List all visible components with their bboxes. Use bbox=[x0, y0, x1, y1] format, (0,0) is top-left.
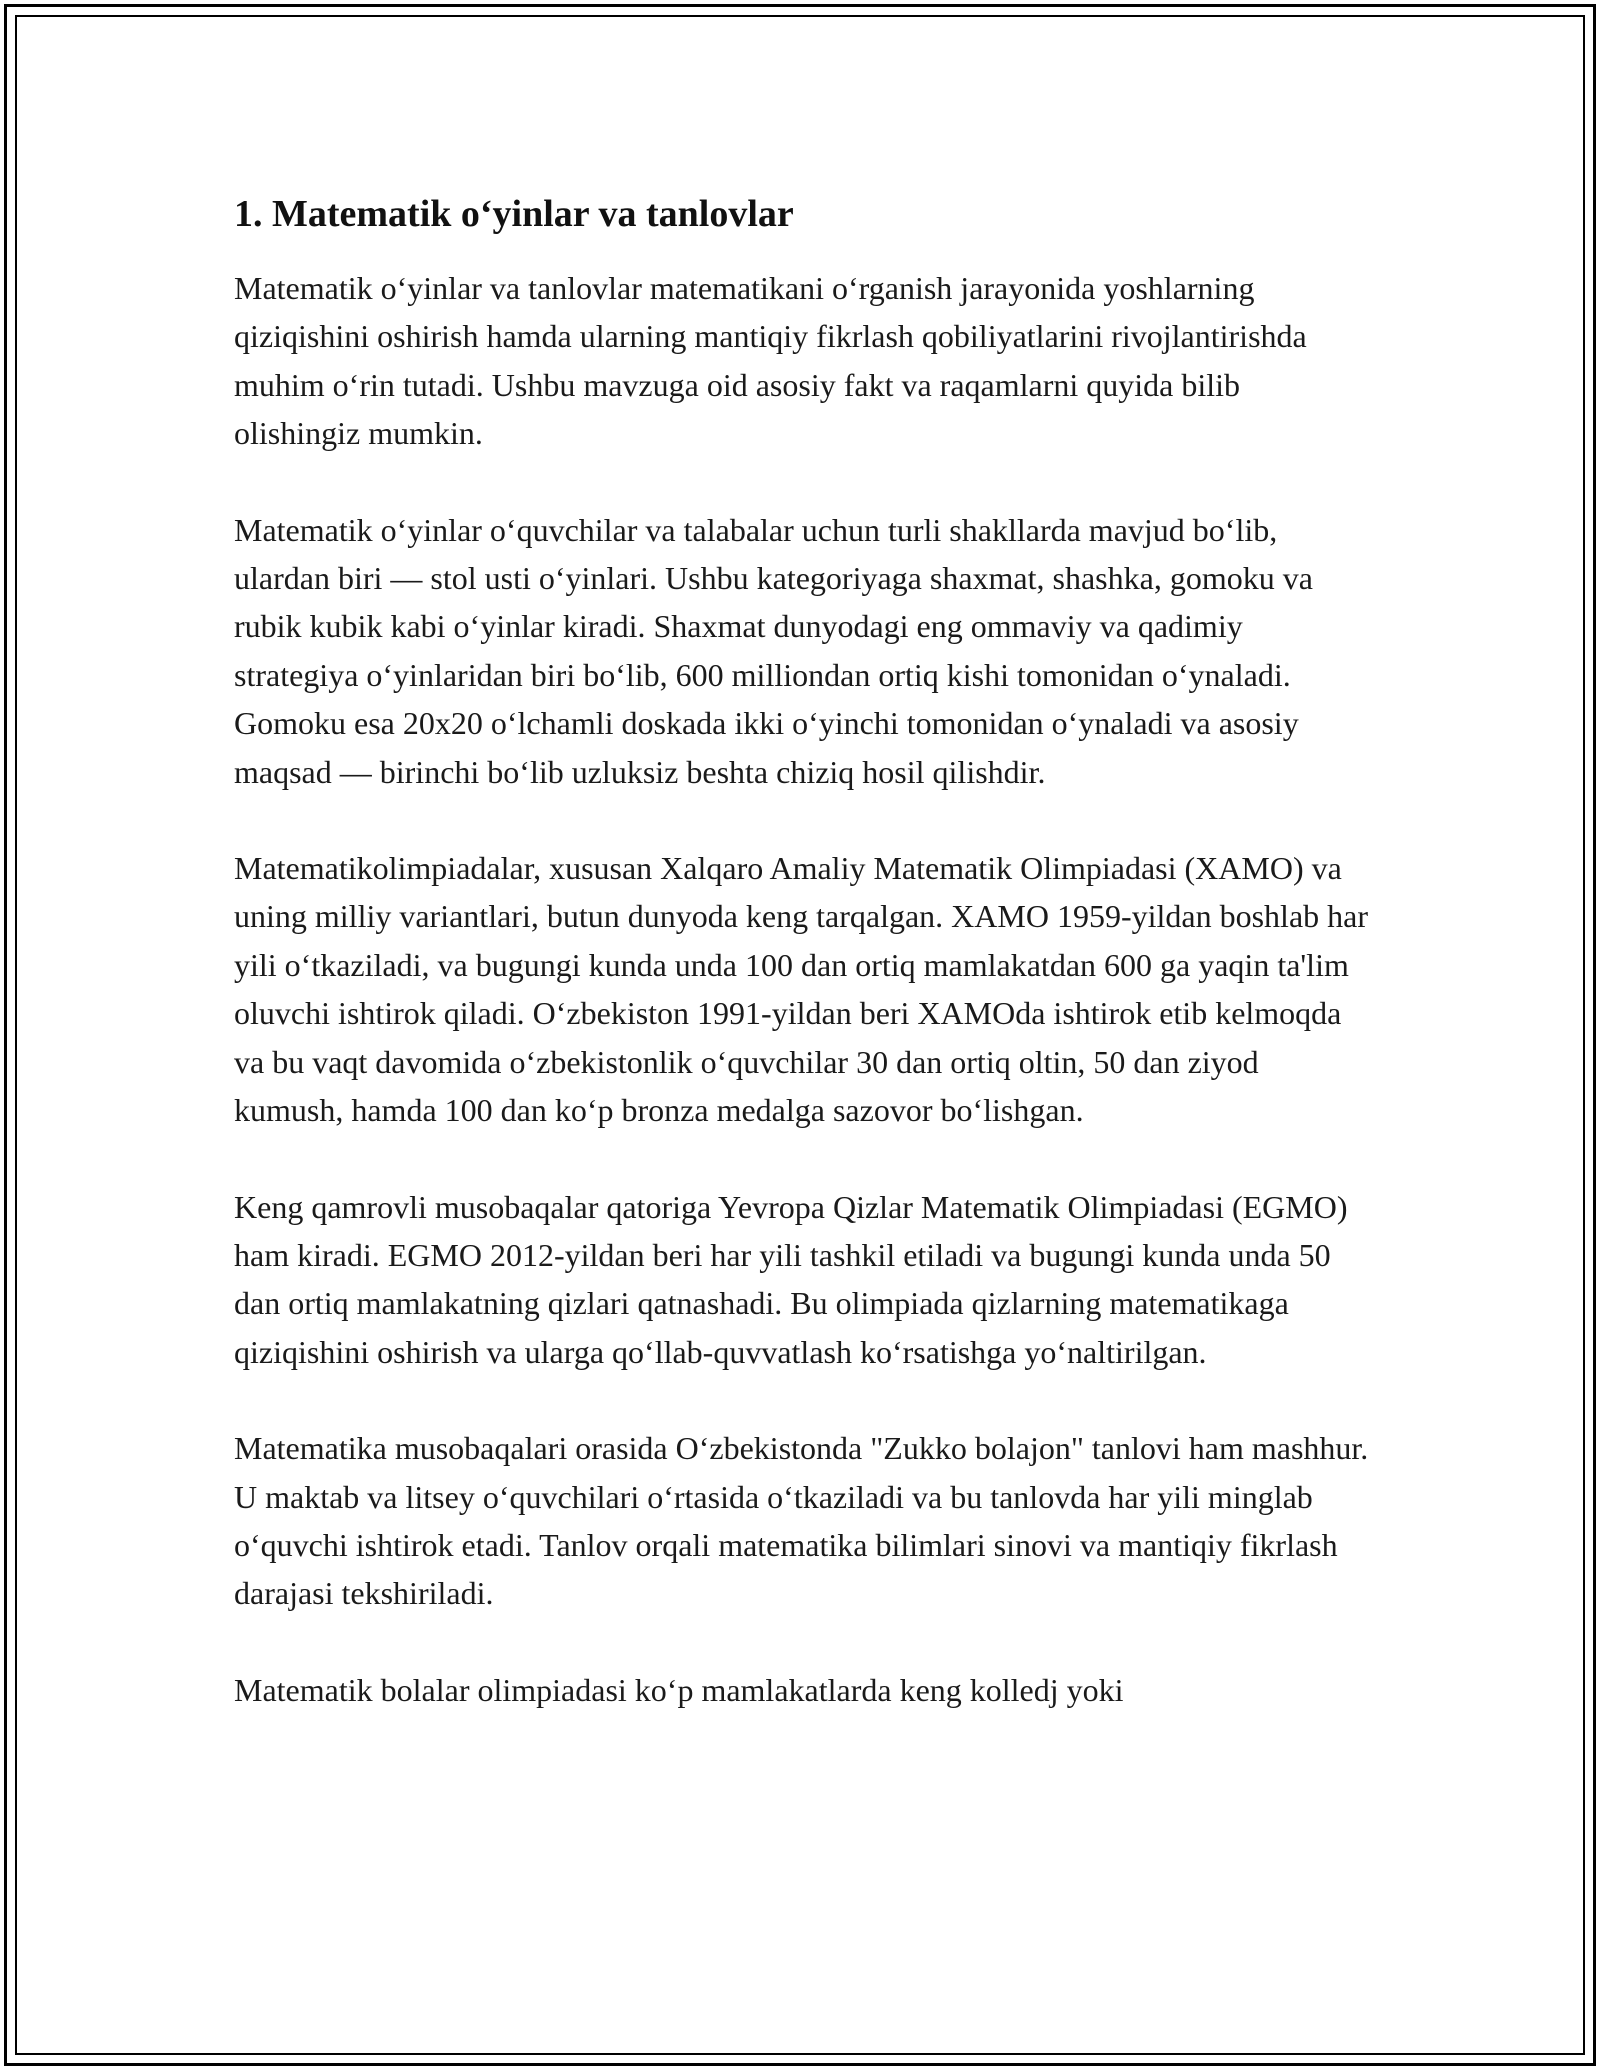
paragraph-zukko-bolajon: Matematika musobaqalari orasida O‘zbekistonda "Zukko bolajon" tanlovi ham mashhur. U maktab va litsey o‘quvchilari o‘rtasida o‘tkaziladi va bu tanlovda har yili minglab o‘quvchi ishtirok etadi. Tanlov orqali matematika bilimlari sinovi va mantiqiy fikrlash darajasi tekshiriladi. bbox=[234, 1430, 1369, 1612]
paragraph-board-games: Matematik o‘yinlar o‘quvchilar va talabalar uchun turli shakllarda mavjud bo‘lib, ulardan biri — stol usti o‘yinlari. Ushbu kategoriyaga shaxmat, shashka, gomoku va rubik kubik kabi o‘yinlar kiradi. Shaxmat dunyodagi eng ommaviy va qadimiy strategiya o‘yinlaridan biri bo‘lib, 600 milliondan ortiq kishi tomonidan o‘ynaladi. Gomoku esa 20x20 o‘lchamli doskada ikki o‘yinchi tomonidan o‘ynaladi va asosiy maqsad — birinchi bo‘lib uzluksiz beshta chiziq hosil qilishdir. bbox=[234, 511, 1313, 790]
paragraph-olympiads: Matematikolimpiadalar, xususan Xalqaro Amaliy Matematik Olimpiadasi (XAMO) va uning milliy variantlari, butun dunyoda keng tarqalgan. XAMO 1959-yildan boshlab har yili o‘tkaziladi, va bugungi kunda unda 100 dan ortiq mamlakatdan 600 ga yaqin ta'lim oluvchi ishtirok qiladi. O‘zbekiston 1991-yildan beri XAMOda ishtirok etib kelmoqda va bu vaqt davomida o‘zbekistonlik o‘quvchilar 30 dan ortiq oltin, 50 dan ziyod kumush, hamda 100 dan ko‘p bronza medalga sazovor bo‘lishgan. bbox=[234, 850, 1368, 1129]
section-heading: 1. Matematik o‘yinlar va tanlovlar bbox=[234, 193, 794, 235]
paragraph-intro: Matematik o‘yinlar va tanlovlar matematikani o‘rganish jarayonida yoshlarning qiziqishini oshirish hamda ularning mantiqiy fikrlash qobiliyatlarini rivojlantirishda muhim o‘rin tutadi. Ushbu mavzuga oid asosiy fakt va raqamlarni quyida bilib olishingiz mumkin. bbox=[234, 270, 1307, 452]
paragraph-children-olympiad: Matematik bolalar olimpiadasi ko‘p mamlakatlarda keng kolledj yoki bbox=[234, 1671, 1124, 1708]
document-body bbox=[234, 186, 1374, 1762]
paragraph-egmo: Keng qamrovli musobaqalar qatoriga Yevropa Qizlar Matematik Olimpiadasi (EGMO) ham kiradi. EGMO 2012-yildan beri har yili tashkil etiladi va bugungi kunda unda 50 dan ortiq mamlakatning qizlari qatnashadi. Bu olimpiada qizlarning matematikaga qiziqishini oshirish va ularga qo‘llab-quvvatlash ko‘rsatishga yo‘naltirilgan. bbox=[234, 1188, 1348, 1370]
